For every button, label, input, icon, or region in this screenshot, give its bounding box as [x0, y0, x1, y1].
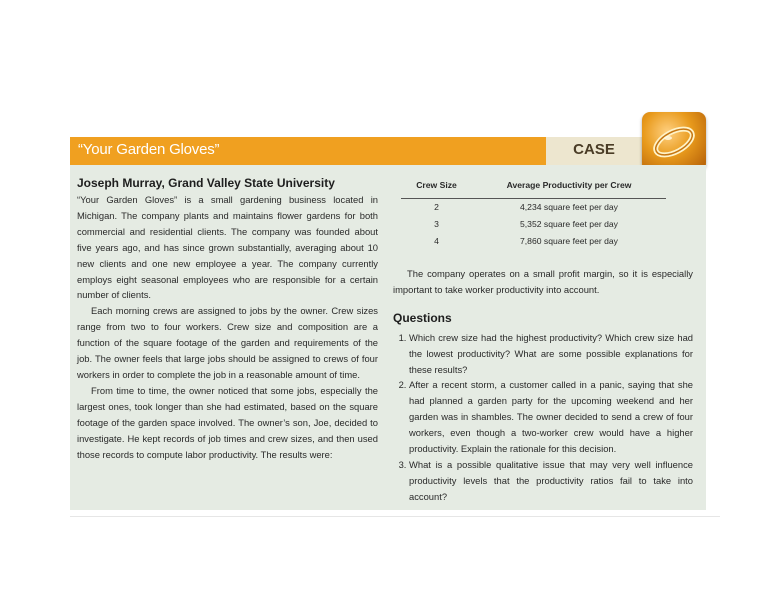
paragraph: “Your Garden Gloves” is a small gardening business located in Michigan. The company plants and maintains flower gardens for both commercial and residential clients. The company was founded about five years ago, and has since grown substantially, averaging about 10 new clients and one new employee a year. The company currently employs eight seasonal employees who are responsible for a certain number of clients.	[77, 194, 378, 301]
table-row	[401, 216, 666, 233]
productivity-table	[401, 175, 666, 250]
table-header: Crew Size	[401, 175, 472, 198]
table-cell: 5,352 square feet per day	[520, 218, 618, 229]
case-body	[77, 175, 378, 462]
questions-heading: Questions	[393, 310, 452, 325]
table-cell: 2	[434, 201, 439, 212]
table-row	[401, 198, 666, 216]
case-label-box	[546, 137, 642, 165]
table-header: Average Productivity per Crew	[472, 175, 666, 198]
question-item: 2. After a recent storm, a customer called in a panic, saying that she had planned a garden party for the upcoming weekend and her garden was in shambles. The owner decided to send a crew of four workers, even though a two-worker crew would have a higher productivity. Explain the rationale for this decision.	[409, 377, 693, 457]
table-cell: 4,234 square feet per day	[520, 201, 618, 212]
question-item: 1. Which crew size had the highest productivity? Which crew size had the lowest productivity? What are some possible explanations for these results?	[409, 330, 693, 378]
questions-list	[393, 330, 693, 505]
author-heading: Joseph Murray, Grand Valley State University	[77, 176, 335, 190]
table-row	[401, 233, 666, 250]
table-cell: 7,860 square feet per day	[520, 235, 618, 246]
paragraph: From time to time, the owner noticed that some jobs, especially the largest ones, took longer than she had estimated, based on the square footage of the garden space involved. The owner’s son, Joe, decided to investigate. He kept records of job times and crew sizes, and then used those records to compute labor productivity. The results were:	[77, 384, 378, 460]
divider	[70, 516, 720, 517]
case-title: “Your Garden Gloves”	[78, 141, 220, 158]
table-cell: 4	[434, 235, 439, 246]
case-label: CASE	[573, 141, 615, 158]
case-right-column	[393, 175, 693, 505]
table-cell: 3	[434, 218, 439, 229]
question-item: 3. What is a possible qualitative issue that may very well influence productivity levels that the productivity ratios fail to take into account?	[409, 457, 693, 505]
case-panel	[70, 165, 706, 510]
gold-ring-icon	[642, 112, 706, 170]
profit-margin-note: The company operates on a small profit margin, so it is especially important to take worker productivity into account.	[393, 267, 693, 295]
paragraph: Each morning crews are assigned to jobs by the owner. Crew sizes range from two to four workers. Crew size and composition are a function of the square footage of the garden and requirements of the job. The owner feels that large jobs should be assigned to crews of four workers in order to complete the job in a reasonable amount of time.	[77, 305, 378, 380]
